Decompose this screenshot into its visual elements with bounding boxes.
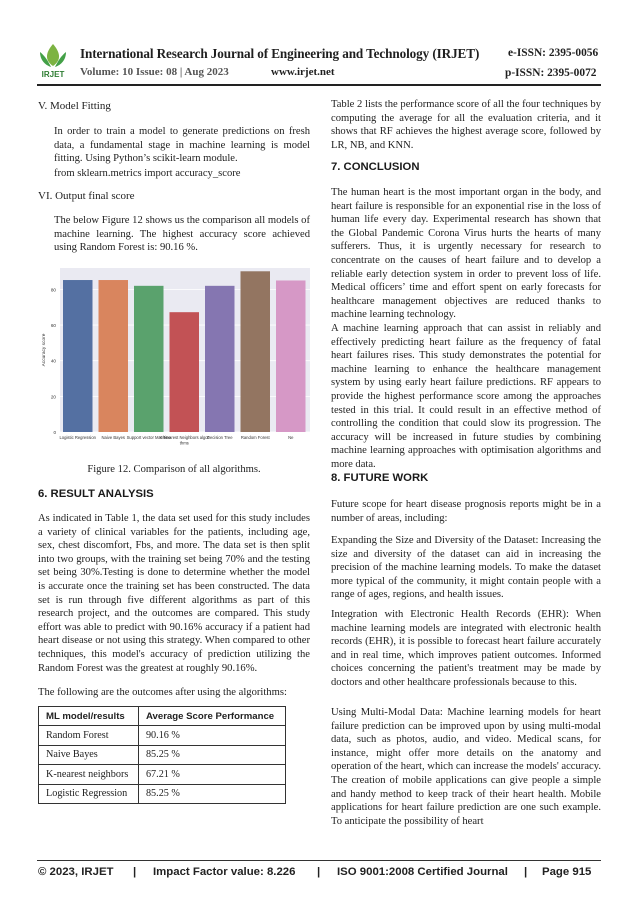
journal-title: International Research Journal of Engineering and Technology (IRJET) [80,46,480,61]
bar-6 [241,271,271,432]
algorithm-comparison-chart [38,264,310,460]
footer-separator: | [524,866,528,878]
table-header: Average Score Performance [138,707,285,726]
table-cell: 85.25 % [138,784,285,803]
table-cell: K-nearest neighbors [39,765,139,784]
y-tick-label: 40 [50,358,56,364]
model-fitting-para: In order to train a model to generate predictions on fresh data, a fundamental stage in machine learning is model fitting. Using Python’s scikit-learn module. [54,126,310,165]
footer-divider [37,860,601,861]
y-tick-label: 60 [50,323,56,329]
table-cell: 67.21 % [138,765,285,784]
table-cell: Logistic Regression [39,784,139,803]
bar-1 [63,280,93,432]
future-work-para4: Using Multi-Modal Data: Machine learning models for heart failure prediction can be improved upon by using multi-modal data, such as photos, audio, and video. Medical scans, for instance, might offer more details on the anatomy and operation of the heart, which can increase the models' accuracy. The creation of mobile applications can give people a simple and handy method to keep track of their heart health. Mobile applications for heart failure prediction are one such example. To anticipate the possibility of heart [331,707,601,827]
y-axis-label: Accuracy score [42,333,47,367]
bar-7 [276,280,306,432]
bar-3 [134,286,164,432]
table-row [39,726,286,745]
future-work-heading: 8. FUTURE WORK [331,472,429,484]
output-final-heading: VI. Output final score [38,190,135,202]
results-table [38,706,286,804]
result-analysis-heading: 6. RESULT ANALYSIS [38,488,154,500]
figure-caption: Figure 12. Comparison of all algorithms. [87,464,261,475]
table-cell: Random Forest [39,726,139,745]
volume-issue: Volume: 10 Issue: 08 | Aug 2023 [80,66,229,78]
y-tick-label: 20 [50,394,56,400]
bar-2 [99,280,129,432]
y-tick-label: 80 [50,287,56,293]
x-tick-label: Naive Bayes [101,435,126,440]
conclusion-para2: A machine learning approach that can assist in reliably and effectively predicting heart failure as the frequency of fatal heart failures rises. This study demonstrates the potential for machine learning to enhance the healthcare management system by using early heart failure predictions. RF appears to provide the highest performance score among the approaches tested in this trial. It could result in an effective method of controlling the condition that could slow its progression. The accuracy will be increased in future studies by combining machine learning approaches with optimisation algorithms and more data. [331,323,601,470]
footer-separator: | [317,866,321,878]
table-row [39,784,286,803]
table-cell: 90.16 % [138,726,285,745]
model-fitting-code: from sklearn.metrics import accuracy_score [54,168,241,179]
footer-impact-factor: Impact Factor value: 8.226 [153,866,296,878]
conclusion-heading: 7. CONCLUSION [331,161,420,173]
svg-text:IRJET: IRJET [41,70,65,79]
model-fitting-heading: V. Model Fitting [38,100,111,112]
table-header: ML model/results [39,707,139,726]
e-issn: e-ISSN: 2395-0056 [508,47,599,59]
outcomes-intro: The following are the outcomes after using the algorithms: [38,687,287,698]
irjet-logo [36,42,70,80]
x-tick-label: Support vector Machine [126,435,171,440]
x-tick-label: K-Nearest Neighbors algor [159,435,210,440]
bar-4 [170,312,200,432]
header-divider [37,84,601,86]
table-header-row [39,707,286,726]
bar-5 [205,286,235,432]
x-tick-label: Ne [288,435,294,440]
table2-para: Table 2 lists the performance score of all the four techniques by computing the average for all the evaluation criteria, and it shows that RF achieves the highest average score, followed by LR, NB, and KNN. [331,99,601,151]
future-work-para3: Integration with Electronic Health Records (EHR): When machine learning models are integrated with electronic health records (EHR), it is possible to forecast heart failure accurately and in real time, which improves patient outcomes. Informed choices concerning the patient's treatment may be made by doctors and other healthcare professionals because to this. [331,609,601,688]
table-cell: Naive Bayes [39,745,139,764]
output-final-para: The below Figure 12 shows us the comparison all models of machine learning. The highest accuracy score achieved using Random Forest is: 90.16 %. [54,215,310,254]
x-tick-label: Random Forest [240,435,270,440]
footer-page-number: Page 915 [542,866,592,878]
x-tick-label: Decision Tree [206,435,233,440]
future-work-para2: Expanding the Size and Diversity of the Dataset: Increasing the size and diversity of the dataset can aid in increasing the precision of the machine learning models. To make the dataset more typical of the community, it might contain people with a range of ages, regions, and health issues. [331,535,601,601]
x-tick-label: thms [179,440,189,446]
result-analysis-para: As indicated in Table 1, the data set used for this study includes a variety of clinical variables for the patients, including age, sex, chest discomfort, Fbs, and more. The data set is then split into two groups, with the training set being 70% and the testing set being 30%.Testing is done to determine whether the model is accurate once the training set has been constructed. The data set is run through five different algorithms as part of this research project, and the outcomes are compared. This study effort was able to predict with 90.16% accuracy if a patient had heart disease or not using this strategy. When compared to other techniques, this model's accuracy of prediction utilizing the Random Forest was the greatest at roughly 90.16%. [38,513,310,674]
x-tick-label: Logistic Regression [59,435,97,440]
conclusion-para1: The human heart is the most important organ in the body, and heart failure is responsible for an exponential rise in the loss of human life every day. Experimental research has shown that the Global Pandemic Corona Virus hurts the hearts of many sufferers. Thus, it is urgently necessary for research to concentrate on the causes of heart failure and to develop a reliable early detection system in order to prevent loss of life. Medical officers’ time and effort spent on early forecasts for healthcare management objectives are reduced thanks to machine learning technology. [331,187,601,321]
table-row [39,765,286,784]
footer-copyright: © 2023, IRJET [38,866,114,878]
table-row [39,745,286,764]
footer-separator: | [133,866,137,878]
y-tick-label: 0 [53,430,56,435]
journal-url[interactable]: www.irjet.net [271,66,335,78]
table-cell: 85.25 % [138,745,285,764]
footer-iso: ISO 9001:2008 Certified Journal [337,866,508,878]
future-work-para1: Future scope for heart disease prognosis reports might be in a number of areas, including: [331,499,601,524]
p-issn: p-ISSN: 2395-0072 [505,67,597,79]
